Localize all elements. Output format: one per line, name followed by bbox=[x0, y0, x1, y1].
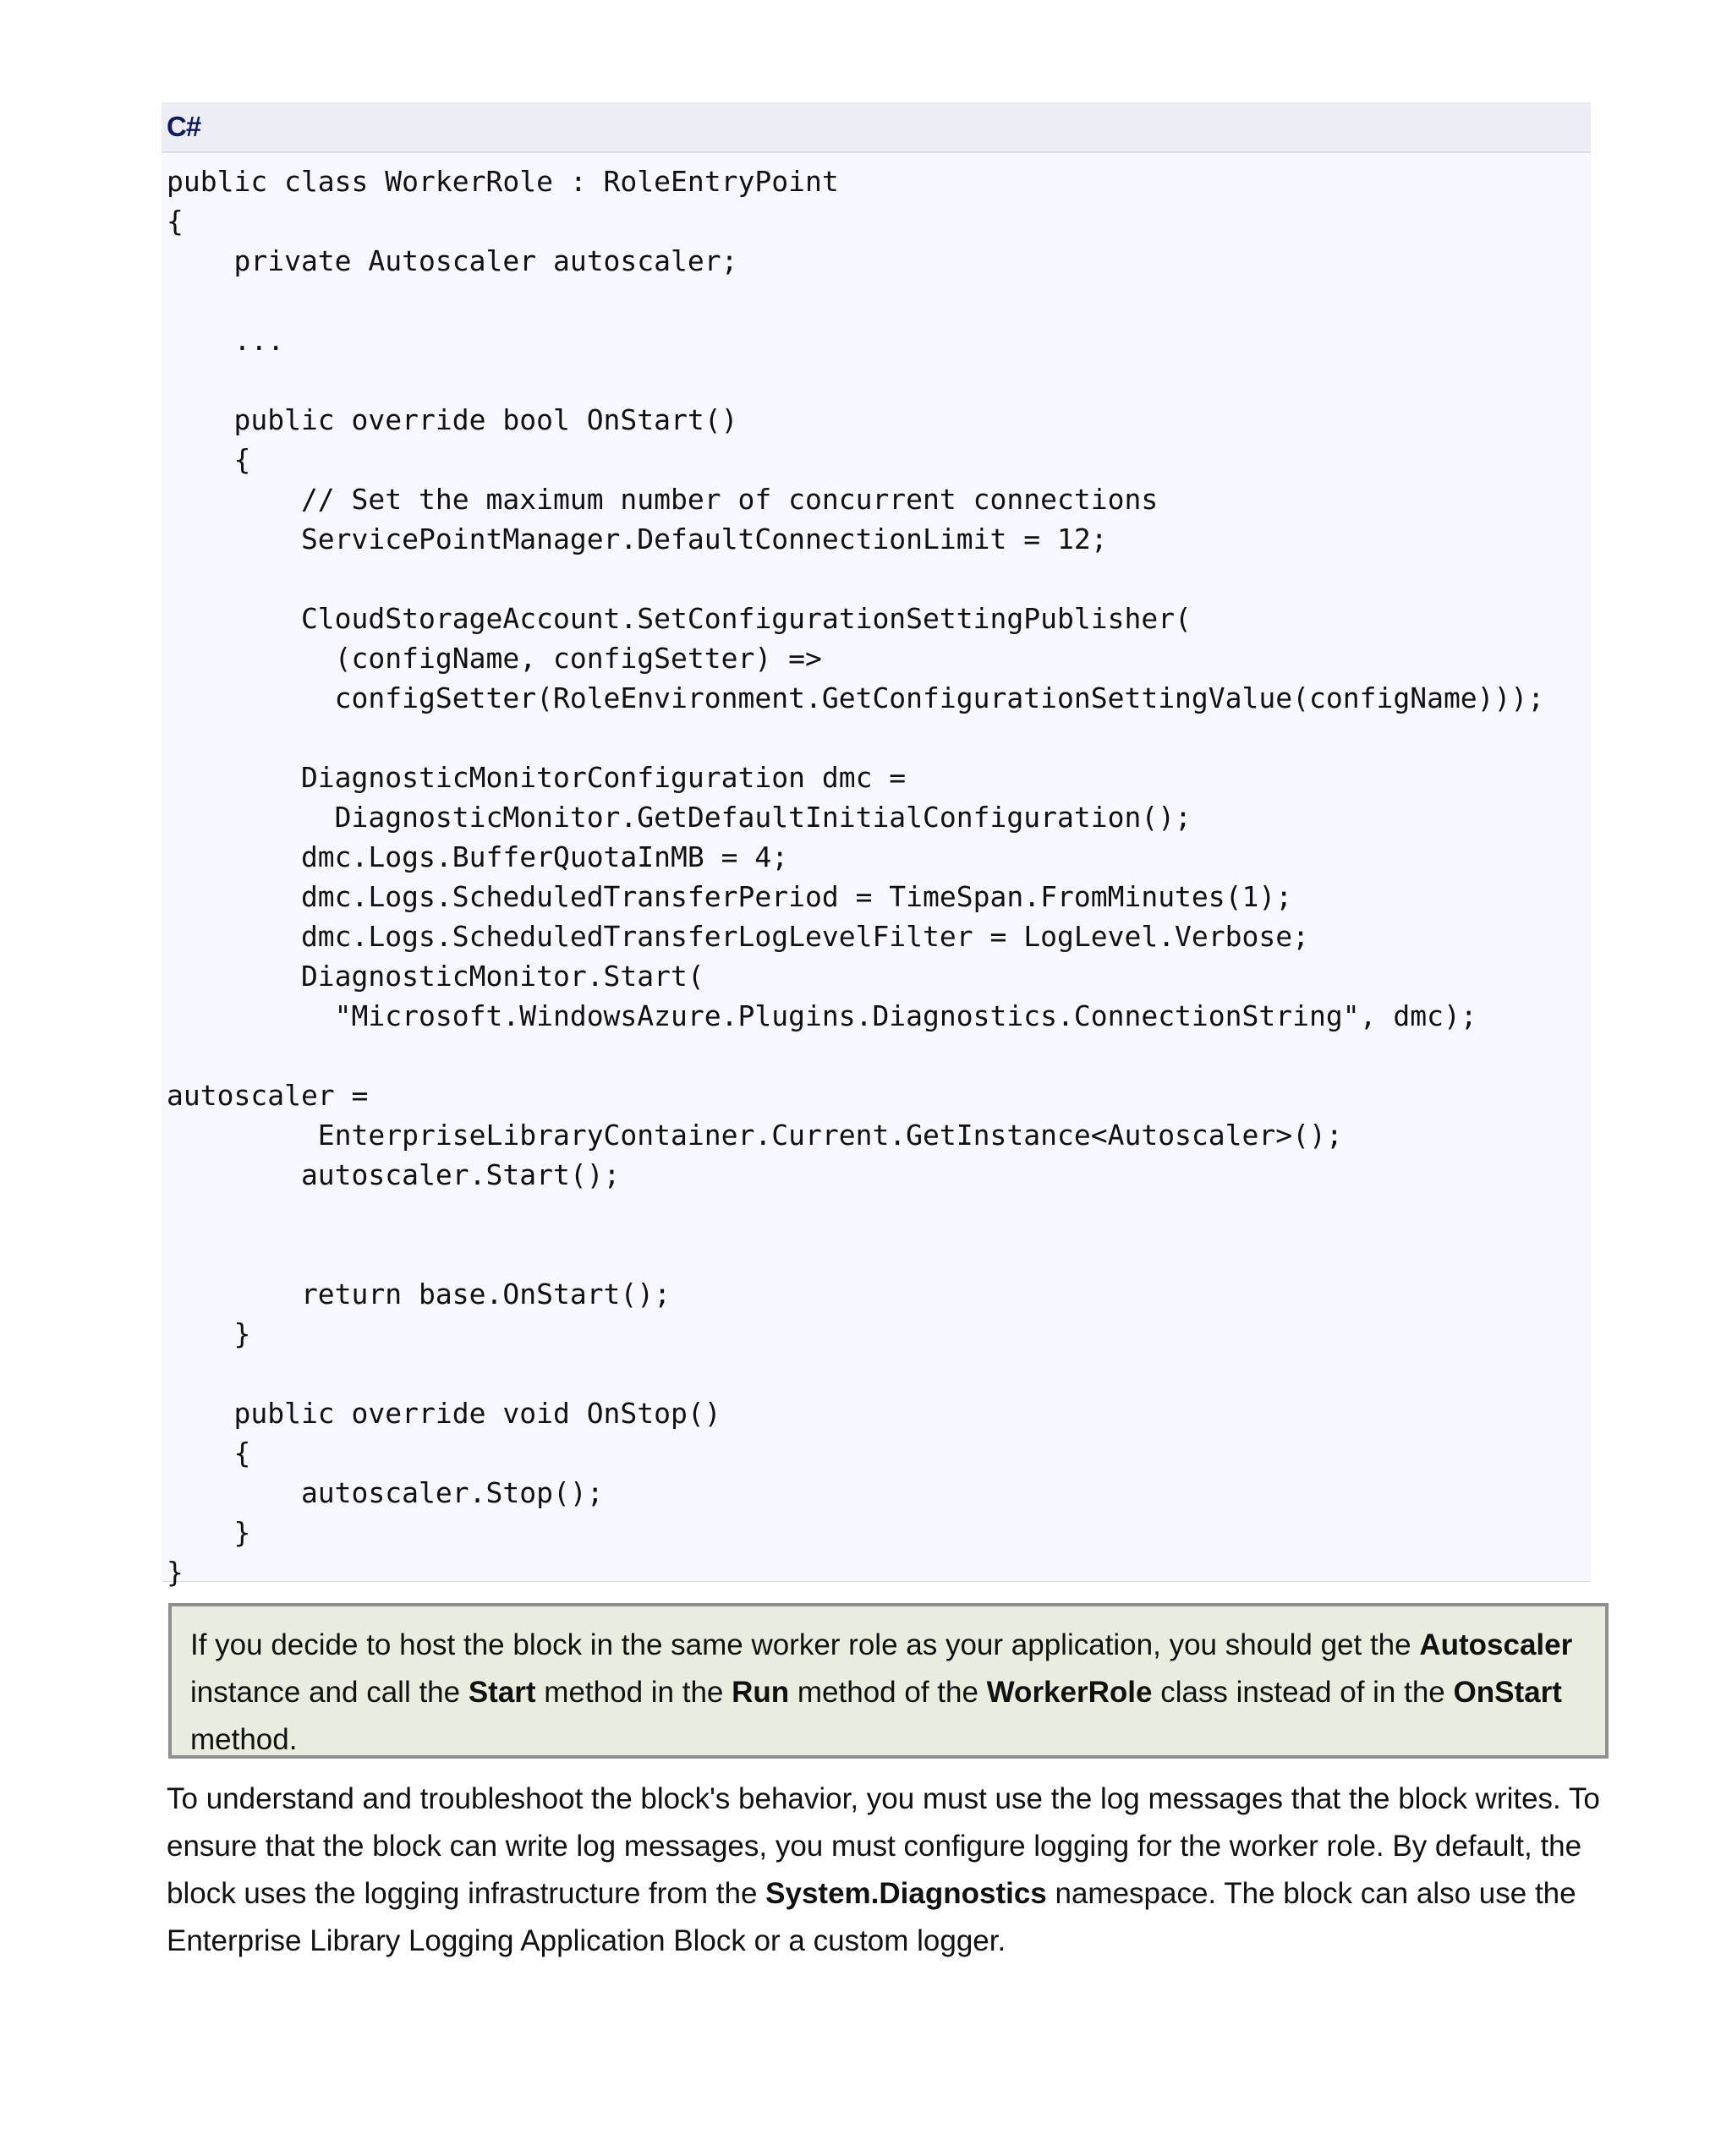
paragraph-bold-system-diagnostics: System.Diagnostics bbox=[765, 1877, 1047, 1910]
code-line: DiagnosticMonitor.GetDefaultInitialConfiguration(); bbox=[167, 801, 1192, 834]
code-line bbox=[167, 1234, 1591, 1274]
code-line: configSetter(RoleEnvironment.GetConfigurationSettingValue(configName))); bbox=[167, 681, 1545, 714]
code-body bbox=[162, 153, 1591, 1592]
code-line: (configName, configSetter) => bbox=[167, 642, 822, 675]
code-line: } bbox=[167, 1516, 251, 1549]
code-line: CloudStorageAccount.SetConfigurationSettingPublisher( bbox=[167, 602, 1192, 635]
note-text: method of the bbox=[789, 1676, 987, 1709]
note-text: method. bbox=[190, 1723, 298, 1756]
code-language-label: C# bbox=[167, 111, 201, 142]
code-line bbox=[167, 718, 1591, 758]
note-box bbox=[168, 1603, 1609, 1759]
paragraph-text: namespace. The block can also use the Enterprise Library Logging Application Block or a custom logger. bbox=[167, 1877, 1576, 1957]
code-line: dmc.Logs.BufferQuotaInMB = 4; bbox=[167, 840, 789, 873]
note-bold-workerrole: WorkerRole bbox=[986, 1676, 1153, 1709]
code-line: { bbox=[167, 205, 184, 238]
code-line: ServicePointManager.DefaultConnectionLimit = 12; bbox=[167, 523, 1108, 555]
body-paragraph bbox=[167, 1776, 1604, 1965]
note-bold-onstart: OnStart bbox=[1453, 1676, 1562, 1709]
code-line: dmc.Logs.ScheduledTransferPeriod = TimeSpan.FromMinutes(1); bbox=[167, 880, 1293, 913]
note-text: class instead of in the bbox=[1152, 1676, 1454, 1709]
code-line bbox=[167, 559, 1591, 599]
code-line: dmc.Logs.ScheduledTransferLogLevelFilter = LogLevel.Verbose; bbox=[167, 920, 1310, 953]
code-line: DiagnosticMonitorConfiguration dmc = bbox=[167, 761, 907, 794]
paragraph-text: To understand and troubleshoot the block's behavior, you must use the log messages that the block writes. To ensure that the block can write log messages, you must configure logging for the worker role. By default, the block uses the logging infrastructure from the bbox=[167, 1782, 1600, 1910]
code-line bbox=[167, 1195, 1591, 1234]
code-header bbox=[162, 102, 1591, 153]
code-block bbox=[162, 102, 1591, 1589]
note-text: If you decide to host the block in the same worker role as your application, you should get the bbox=[190, 1628, 1420, 1661]
code-line: DiagnosticMonitor.Start( bbox=[167, 960, 704, 993]
code-line: } bbox=[167, 1556, 184, 1589]
code-line bbox=[167, 1036, 1591, 1075]
code-line bbox=[167, 360, 1591, 400]
note-bold-start: Start bbox=[468, 1676, 536, 1709]
code-line: { bbox=[167, 443, 251, 476]
code-line bbox=[167, 281, 1591, 320]
note-bold-run: Run bbox=[732, 1676, 790, 1709]
code-line: // Set the maximum number of concurrent connections bbox=[167, 483, 1159, 516]
code-line: autoscaler.Stop(); bbox=[167, 1476, 604, 1509]
code-line: public override bool OnStart() bbox=[167, 403, 738, 436]
note-text: instance and call the bbox=[190, 1676, 469, 1709]
code-line: EnterpriseLibraryContainer.Current.GetInstance<Autoscaler>(); bbox=[167, 1119, 1343, 1152]
code-line: ... bbox=[167, 324, 285, 357]
code-line: public override void OnStop() bbox=[167, 1397, 721, 1430]
code-line: { bbox=[167, 1436, 251, 1469]
code-line: return base.OnStart(); bbox=[167, 1278, 671, 1311]
code-line: autoscaler.Start(); bbox=[167, 1158, 621, 1191]
code-line: private Autoscaler autoscaler; bbox=[167, 244, 738, 277]
note-text: method in the bbox=[535, 1676, 732, 1709]
code-line: } bbox=[167, 1317, 251, 1350]
note-bold-autoscaler: Autoscaler bbox=[1419, 1628, 1573, 1661]
code-line: "Microsoft.WindowsAzure.Plugins.Diagnostics.ConnectionString", dmc); bbox=[167, 999, 1477, 1032]
code-line bbox=[167, 1354, 1591, 1393]
code-line: public class WorkerRole : RoleEntryPoint bbox=[167, 165, 839, 198]
code-line: autoscaler = bbox=[167, 1079, 369, 1112]
